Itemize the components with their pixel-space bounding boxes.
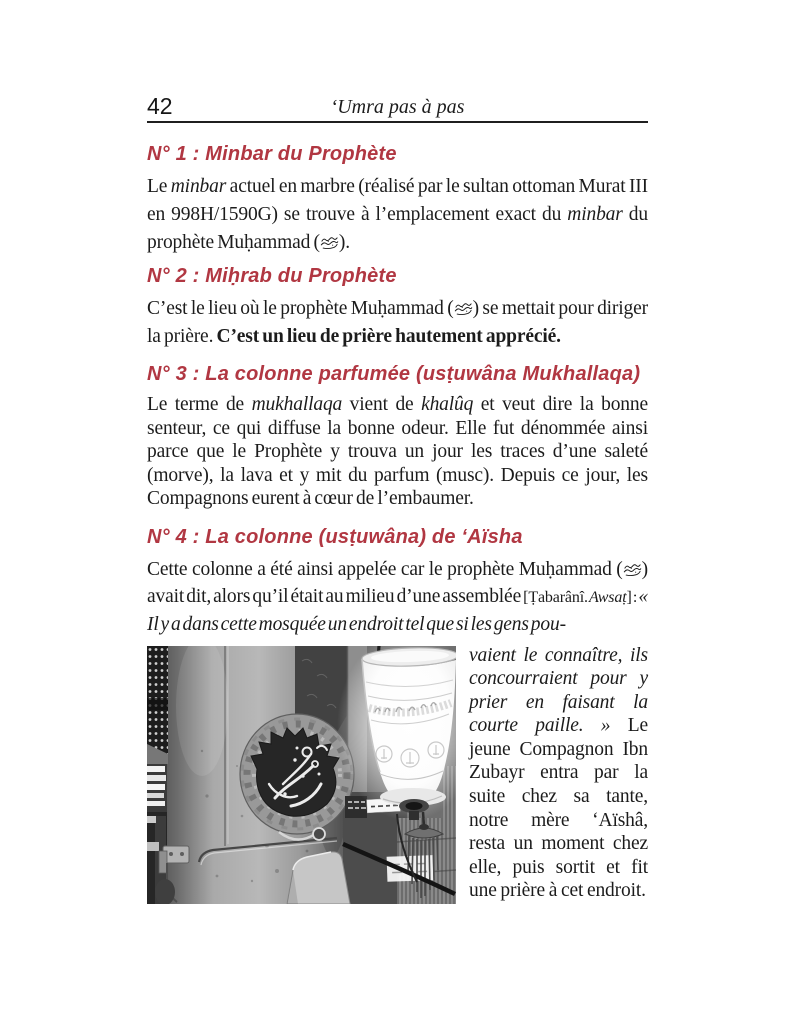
section-colonne-parfumee xyxy=(147,362,648,511)
text-segment: et veut dire la bonne senteur, ce qui diffuse la bonne odeur. Elle fut dénommée ainsi parce que le Prophète y trouva un jour les traces d’une saleté (morve), la lava et y mit du parfum (musc). Depuis ce jour, les Compagnons eurent à cœur de l’embaumer. xyxy=(147,394,649,509)
wrapped-text xyxy=(469,645,648,902)
text-segment: Cette colonne a été ainsi appelée car le prophète Muḥammad ( xyxy=(147,558,623,580)
text-segment: ) avait dit, alors qu’il était au milieu d’une assemblée xyxy=(147,558,648,607)
paragraph xyxy=(147,295,648,351)
text-segment: ). xyxy=(338,232,350,253)
section-heading: N° 1 : Minbar du Prophète xyxy=(147,143,397,165)
text-segment: Awsaṭ xyxy=(589,588,627,606)
text-segment: [Ṭabarânî. xyxy=(523,588,590,606)
text-segment: minbar xyxy=(567,204,623,225)
text-segment: « Il y a dans cette mosquée un endroit tel que si les gens pou- xyxy=(147,585,649,635)
section-mihrab xyxy=(147,264,648,351)
page-header xyxy=(147,93,648,120)
page-content xyxy=(147,93,648,906)
saw-ligature-icon xyxy=(320,236,339,250)
text-segment: mukhallaqa xyxy=(251,394,343,415)
wrapped-text-block xyxy=(147,644,648,904)
saw-ligature-icon xyxy=(454,302,473,316)
running-title: ‘Umra pas à pas xyxy=(330,96,465,118)
text-segment: C’est le lieu où le prophète Muḥammad ( xyxy=(147,298,454,319)
text-segment: minbar xyxy=(170,176,227,197)
header-rule xyxy=(147,121,648,123)
text-segment: actuel en marbre (réalisé par le sultan ottoman Murat III en 998H/1590G) se trouve à l’emplacement exact du xyxy=(147,176,648,225)
text-segment: ) se mettait pour diriger la prière. xyxy=(147,298,648,347)
text-segment: Le terme de xyxy=(147,394,252,415)
section-minbar xyxy=(147,142,648,257)
text-segment: ] : xyxy=(626,588,639,606)
section-colonne-aisha xyxy=(147,525,648,904)
paragraph xyxy=(147,393,648,511)
section-heading: N° 4 : La colonne (usṭuwâna) de ‘Aïsha xyxy=(147,525,523,548)
section-heading: N° 2 : Miḥrab du Prophète xyxy=(147,265,397,287)
text-segment: C’est un lieu de prière hautement apprécié. xyxy=(216,326,561,347)
saw-ligature-icon xyxy=(623,563,642,577)
photo-illustration xyxy=(147,646,456,904)
page-number: 42 xyxy=(147,93,173,119)
paragraph xyxy=(147,173,648,257)
section-heading: N° 3 : La colonne parfumée (usṭuwâna Mukhallaqa) xyxy=(147,363,641,385)
text-segment: du prophète Muḥammad ( xyxy=(147,204,648,253)
paragraph xyxy=(147,556,648,638)
text-segment: khalûq xyxy=(421,394,474,415)
text-segment: vient de xyxy=(342,394,422,415)
text-segment: vaient le connaître, ils concourraient pour y prier en faisant la courte paille. » xyxy=(469,644,648,737)
photo-aisha-column xyxy=(147,646,456,904)
text-segment: Le xyxy=(147,176,171,197)
text-segment: Le jeune Compagnon Ibn Zubayr entra par la suite chez sa tante, notre mère ‘Aïshâ, resta un moment chez elle, puis sortit et fit une prière à cet endroit. xyxy=(469,715,648,902)
